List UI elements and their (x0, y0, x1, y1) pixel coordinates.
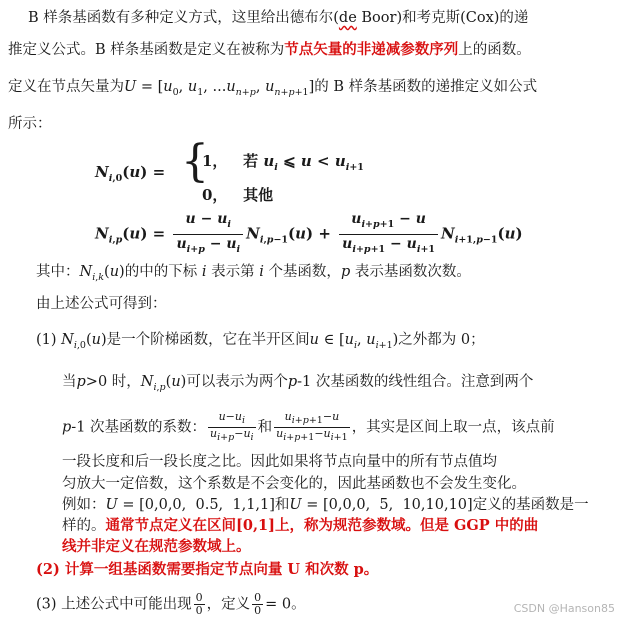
explain-text: 个基函数， (268, 264, 341, 280)
highlight-text: 通常节点定义在区间[0,1]上，称为规范参数域。但是 GGP 中的曲 (105, 517, 539, 534)
item-text: 样的。 (62, 518, 106, 534)
item-text: 和 (257, 419, 273, 436)
example-vector-2: U = [0,0,0, 5, 10,10,10] (289, 497, 473, 513)
intro-line-1 (28, 8, 528, 28)
spellcheck-word: de (338, 10, 357, 26)
explain-text: 的中的下标 (124, 264, 198, 280)
explain-text: 其中： (36, 264, 80, 280)
highlight-text: 节点矢量的非递减参数序列 (284, 41, 459, 58)
item-text: 例如： (62, 497, 106, 513)
formula-brace: { (181, 136, 209, 187)
item-3: (3) 上述公式中可能出现 $\frac{0}{0}$ ，定义 $\frac{0}{0}$ = 0。 (36, 591, 306, 617)
item-number: (3) (36, 596, 57, 613)
intro-text: 定义在节点矢量为 (8, 79, 124, 95)
explain-line-2: 由上述公式可得到： (36, 296, 167, 312)
item-text: ，其实是区间上取一点，该点前 (351, 419, 555, 436)
case-condition: 其他 (243, 186, 274, 204)
item-text: -1 次基函数的系数： (71, 419, 207, 436)
item-text: 是一个阶梯函数，它在半开区间 (106, 332, 310, 348)
item-text: 可以表示为两个 (186, 374, 288, 390)
item-text: 上述公式中可能出现 (61, 596, 192, 613)
intro-text: 的 B 样条基函数的递推定义如公式 (314, 79, 538, 95)
explain-line-1: 其中：$N_{i,k}(u)$的中的下标 i 表示第 i 个基函数，p 表示基函数次数。 (36, 264, 471, 283)
formula-case-2 (202, 184, 273, 205)
intro-line-4: 所示： (8, 116, 52, 132)
interval-formula: u ∈ [$u_i$, $u_{i+1}$) (309, 332, 399, 351)
intro-text: Boor)和考克斯(Cox)的递 (356, 10, 529, 26)
basis-symbol: $N_{i,p}(u)$ (140, 374, 187, 393)
highlight-text: 线并非定义在规范参数域上。 (62, 538, 251, 555)
item-1-p7 (62, 537, 251, 557)
item-1-p4: 匀放大一定倍数，这个系数是不会变化的，因此基函数也不会发生变化。 (62, 476, 526, 492)
item-1 (36, 330, 485, 356)
formula-case-1: 1， 若 $u_i$ ⩽ $u < u_{i+1}$ (202, 152, 364, 173)
explain-text: 表示第 (211, 264, 255, 280)
item-1-p6 (62, 516, 538, 536)
item-text: -1 次基函数的线性组合。注意到两个 (297, 374, 534, 390)
basis-symbol: $N_{i,k}(u)$ (79, 264, 125, 283)
formula-recursive: $N_{i,p}(u)$ = $\frac{u - u_i}{u_{i+p} - u_i}$ $N_{i,p-1}(u)$ + $\frac{u_{i+p+1} - u}{u_{i+p+1} - u_{i+1}}$ $N_{i+1,p-1}(u)$ (95, 211, 523, 255)
example-vector-1: U = [0,0,0, 0.5, 1,1,1] (105, 497, 275, 513)
item-number: (1) (36, 332, 57, 348)
case-value: 1， (202, 152, 228, 170)
item-1-p1: 当p>0 时，$N_{i,p}(u)$可以表示为两个p-1 次基函数的线性组合。注意到两个 (62, 374, 534, 393)
formula-lhs-1: $N_{i,0}(u)$ = (95, 163, 166, 184)
item-1-p3: 一段长度和后一段长度之比。因此如果将节点向量中的所有节点值均 (62, 454, 497, 470)
intro-line-3 (8, 77, 537, 103)
item-text: ，定义 (206, 596, 251, 613)
item-text: 当 (62, 374, 77, 390)
basis-symbol: $N_{i,0}(u)$ (61, 332, 107, 351)
explain-text: 表示基函数次数。 (354, 264, 471, 280)
item-text: >0 时， (85, 374, 141, 390)
intro-text: 上的函数。 (458, 42, 531, 58)
intro-text: 推定义公式。B 样条基函数是定义在被称为 (8, 42, 285, 58)
case-value: 0， (202, 186, 228, 204)
item-text: 计算一组基函数需要指定节点向量 U 和次数 p。 (64, 561, 379, 578)
item-text: 之外都为 0； (398, 332, 485, 348)
watermark: CSDN @Hanson85 (513, 602, 615, 615)
item-text: 和 (274, 497, 290, 513)
intro-line-2 (8, 40, 531, 60)
item-1-p2: p-1 次基函数的系数： $\frac{u-u_i}{u_{i+p}-u_i}$ 和 $\frac{u_{i+p+1}-u}{u_{i+p+1}-u_{i+1}}$ ，其实是区间上取一点，该点前 (62, 410, 555, 444)
case-condition: 若 (243, 152, 259, 170)
item-text: = 0。 (265, 596, 306, 613)
intro-text: B 样条基函数有多种定义方式，这里给出德布尔( (28, 10, 339, 26)
item-number: (2) (36, 561, 60, 578)
knot-vector-formula: $U = [u_0$, $u_1$, $...u_{n+p}$, $u_{n+p+1}$] (124, 79, 315, 98)
item-text: 定义的基函数是一 (472, 497, 589, 513)
item-2 (36, 560, 378, 580)
item-1-p5 (62, 495, 589, 515)
